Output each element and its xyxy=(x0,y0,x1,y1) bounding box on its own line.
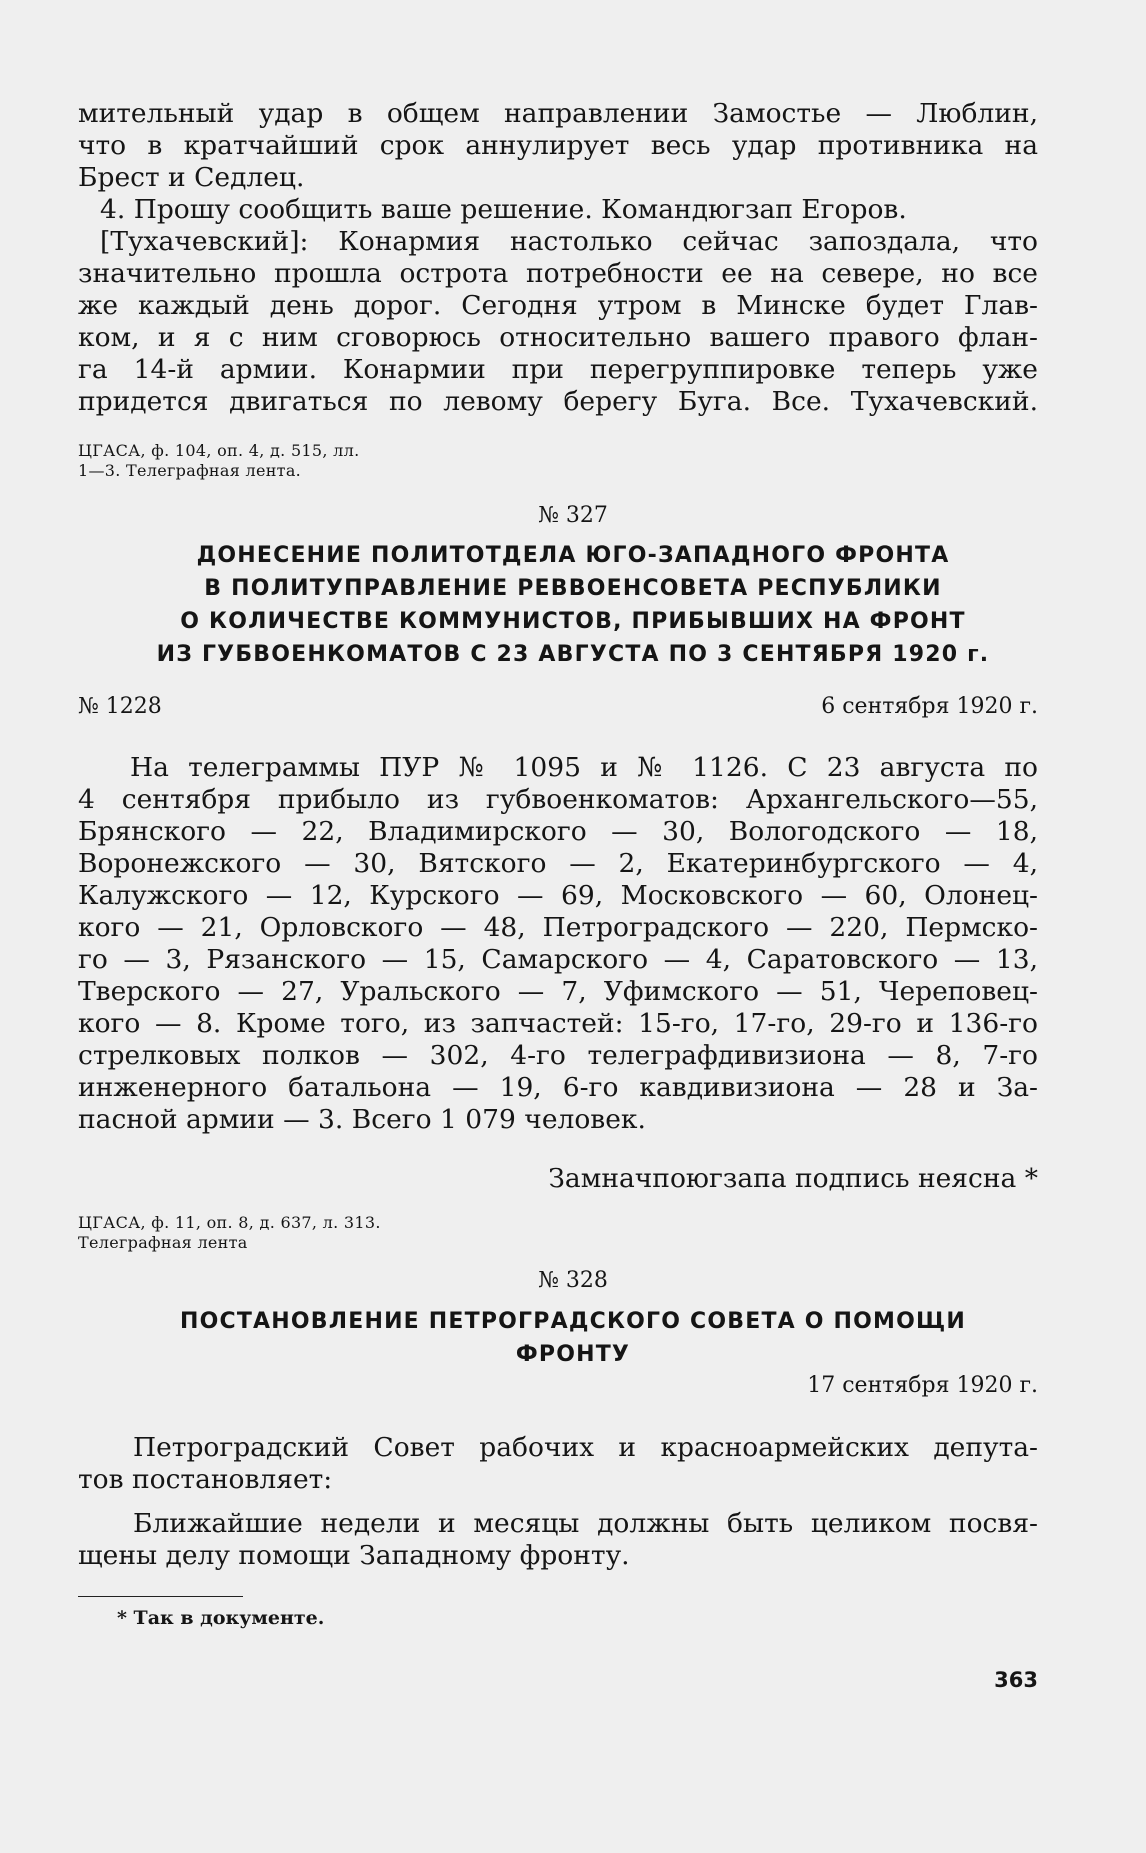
text-line: мительный удар в общем направлении Замостье — Люблин, xyxy=(78,98,1038,129)
signature: Замначпоюгзапа подпись неясна * xyxy=(548,1163,1038,1194)
document-registry-number: № 1228 xyxy=(78,694,162,719)
text-line: Калужского — 12, Курского — 69, Московского — 60, Олонец- xyxy=(78,880,1038,911)
text-line: ком, и я с ним сговорюсь относительно вашего правого флан- xyxy=(78,322,1038,353)
document-date: 17 сентября 1920 г. xyxy=(807,1373,1038,1398)
text-line: значительно прошла острота потребности ее на севере, но все xyxy=(78,258,1038,289)
text-line: Ближайшие недели и месяцы должны быть целиком посвя- xyxy=(133,1508,1038,1539)
text-line: что в кратчайший срок аннулирует весь удар противника на xyxy=(78,130,1038,161)
text-line: тов постановляет: xyxy=(78,1464,333,1495)
archive-source: ЦГАСА, ф. 104, оп. 4, д. 515, лл. xyxy=(78,441,360,460)
footnote: * Так в документе. xyxy=(117,1607,325,1629)
text-line: га 14-й армии. Конармии при перегруппировке теперь уже xyxy=(78,354,1038,385)
text-line: го — 3, Рязанского — 15, Самарского — 4, Саратовского — 13, xyxy=(78,944,1038,975)
text-line: Тверского — 27, Уральского — 7, Уфимского — 51, Череповец- xyxy=(78,976,1038,1007)
document-number: № 327 xyxy=(538,503,608,528)
footnote-divider xyxy=(78,1596,243,1597)
text-line: 4. Прошу сообщить ваше решение. Командюгзап Егоров. xyxy=(100,194,907,225)
document-date: 6 сентября 1920 г. xyxy=(821,694,1038,719)
text-line: 4 сентября прибыло из губвоенкоматов: Архангельского—55, xyxy=(78,784,1038,815)
document-title: ИЗ ГУБВОЕНКОМАТОВ С 23 АВГУСТА ПО 3 СЕНТЯБРЯ 1920 г. xyxy=(156,642,990,667)
document-title: В ПОЛИТУПРАВЛЕНИЕ РЕВВОЕНСОВЕТА РЕСПУБЛИКИ xyxy=(204,576,942,601)
text-line: кого — 8. Кроме того, из запчастей: 15-го, 17-го, 29-го и 136-го xyxy=(78,1008,1038,1039)
document-title: О КОЛИЧЕСТВЕ КОММУНИСТОВ, ПРИБЫВШИХ НА ФРОНТ xyxy=(180,609,966,634)
archive-source: Телеграфная лента xyxy=(78,1233,248,1252)
text-line: кого — 21, Орловского — 48, Петроградского — 220, Пермско- xyxy=(78,912,1038,943)
text-line: Брест и Седлец. xyxy=(78,162,305,193)
text-line: же каждый день дорог. Сегодня утром в Минске будет Глав- xyxy=(78,290,1038,321)
text-line: Петроградский Совет рабочих и красноармейских депута- xyxy=(133,1432,1038,1463)
document-title: ДОНЕСЕНИЕ ПОЛИТОТДЕЛА ЮГО-ЗАПАДНОГО ФРОНТА xyxy=(196,543,950,568)
text-line: На телеграммы ПУР № 1095 и № 1126. С 23 августа по xyxy=(130,752,1038,783)
text-line: пасной армии — 3. Всего 1 079 человек. xyxy=(78,1104,646,1135)
page-number: 363 xyxy=(994,1668,1038,1692)
text-line: щены делу помощи Западному фронту. xyxy=(78,1540,630,1571)
document-title: ФРОНТУ xyxy=(515,1342,631,1367)
text-line: [Тухачевский]: Конармия настолько сейчас запоздала, что xyxy=(100,226,1038,257)
document-number: № 328 xyxy=(538,1268,608,1293)
text-line: Брянского — 22, Владимирского — 30, Вологодского — 18, xyxy=(78,816,1038,847)
text-line: стрелковых полков — 302, 4-го телеграфдивизиона — 8, 7-го xyxy=(78,1040,1038,1071)
text-line: инженерного батальона — 19, 6-го кавдивизиона — 28 и За- xyxy=(78,1072,1038,1103)
document-title: ПОСТАНОВЛЕНИЕ ПЕТРОГРАДСКОГО СОВЕТА О ПОМОЩИ xyxy=(179,1309,967,1334)
text-line: Воронежского — 30, Вятского — 2, Екатеринбургского — 4, xyxy=(78,848,1038,879)
text-line: придется двигаться по левому берегу Буга. Все. Тухачевский. xyxy=(78,386,1038,417)
archive-source: ЦГАСА, ф. 11, оп. 8, д. 637, л. 313. xyxy=(78,1213,381,1232)
archive-source: 1—3. Телеграфная лента. xyxy=(78,461,302,480)
